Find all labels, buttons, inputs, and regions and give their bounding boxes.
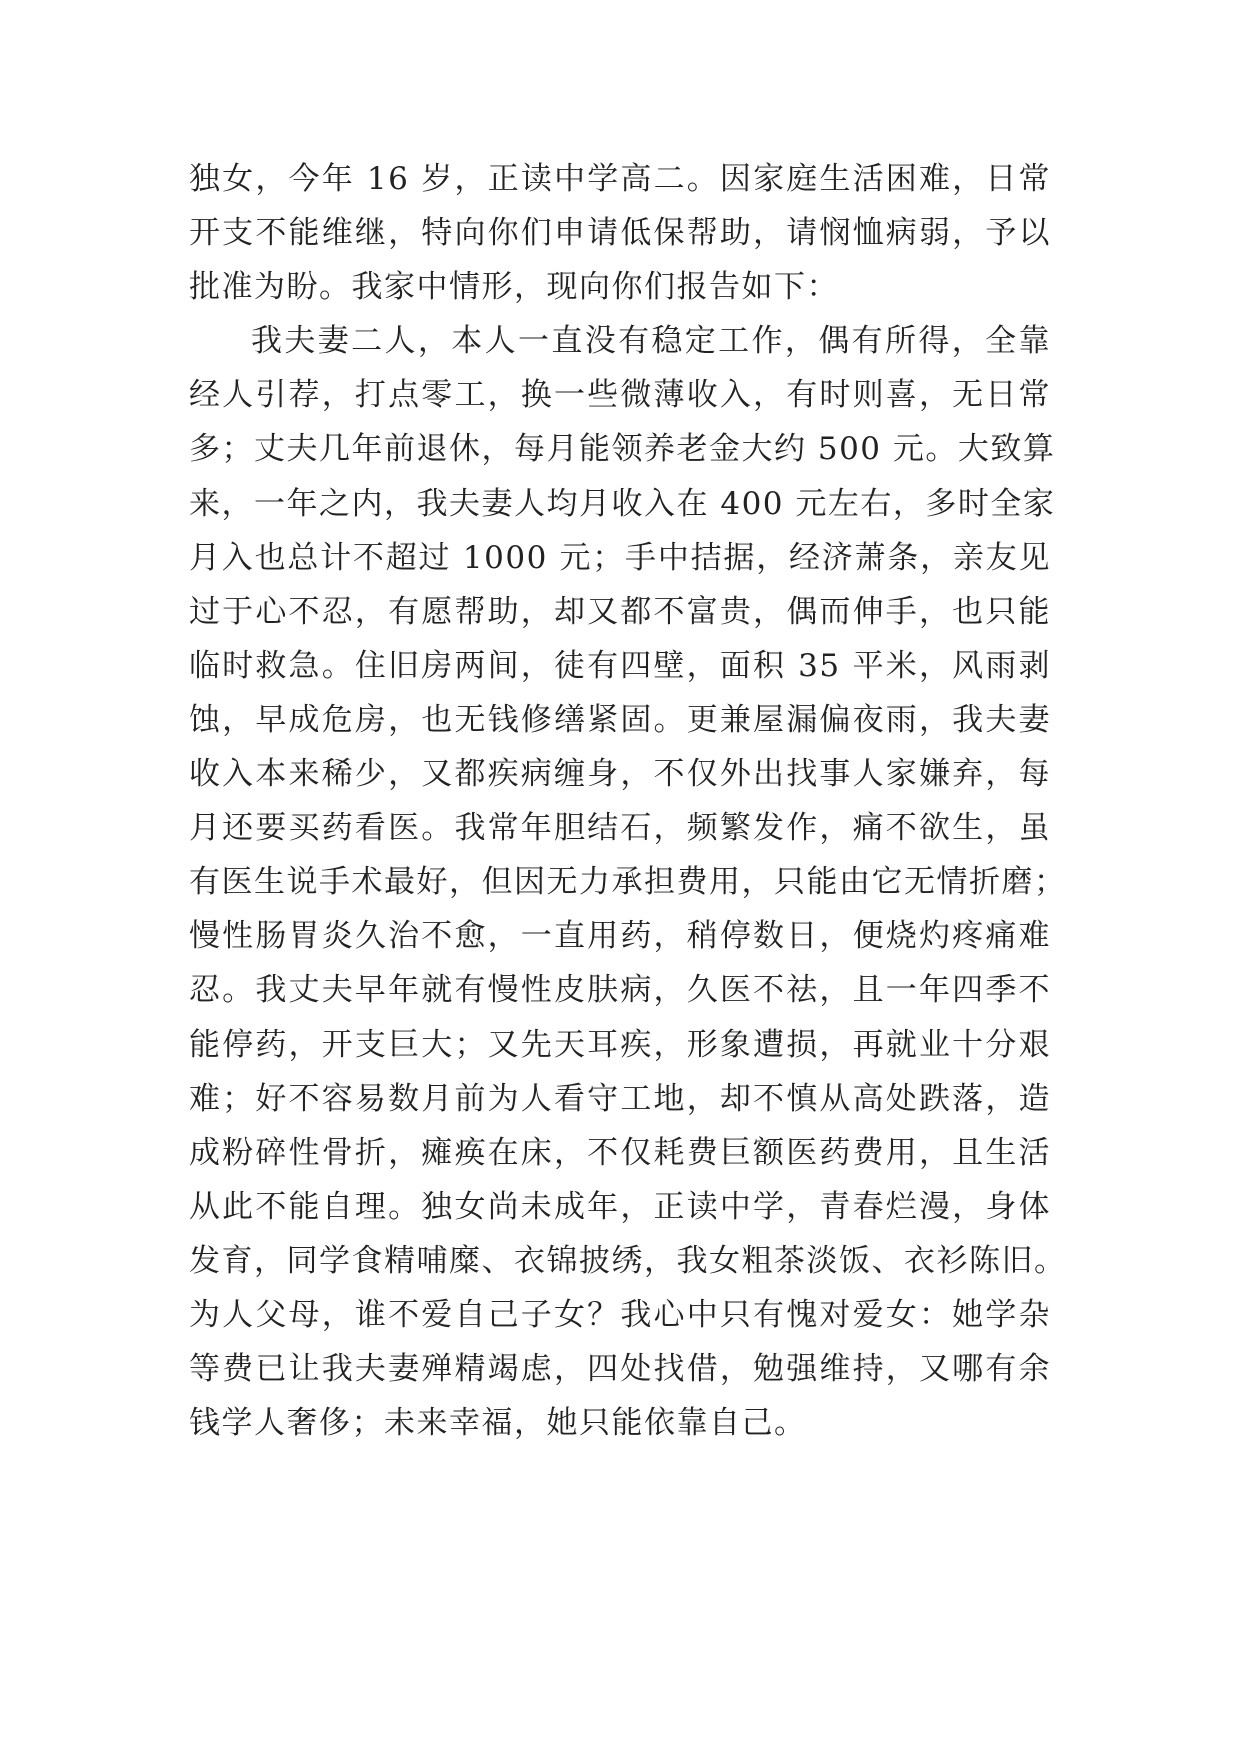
text-line: 月还要买药看医。我常年胆结石，频繁发作，痛不欲生，虽 xyxy=(189,810,1051,847)
document-body xyxy=(189,152,1067,1450)
text-line: 月入也总计不超过 1000 元；手中拮据，经济萧条，亲友见 xyxy=(189,539,1051,576)
text-line: 为人父母，谁不爱自己子女？我心中只有愧对爱女：她学杂 xyxy=(189,1296,1051,1333)
text-line: 发育，同学食精哺糜、衣锦披绣，我女粗茶淡饭、衣衫陈旧。 xyxy=(189,1242,1067,1279)
text-line: 难；好不容易数月前为人看守工地，却不慎从高处跌落，造 xyxy=(189,1080,1051,1117)
text-line: 多；丈夫几年前退休，每月能领养老金大约 500 元。大致算 xyxy=(189,431,1056,468)
text-line: 经人引荐，打点零工，换一些微薄收入，有时则喜，无日常 xyxy=(189,377,1051,414)
text-line: 钱学人奢侈；未来幸福，她只能依靠自己。 xyxy=(189,1405,807,1442)
text-line: 从此不能自理。独女尚未成年，正读中学，青春烂漫，身体 xyxy=(189,1188,1051,1225)
paragraph-2 xyxy=(189,314,1067,1450)
text-line: 成粉碎性骨折，瘫痪在床，不仅耗费巨额医药费用，且生活 xyxy=(189,1134,1051,1171)
text-line: 慢性肠胃炎久治不愈，一直用药，稍停数日，便烧灼疼痛难 xyxy=(189,918,1051,955)
text-line: 收入本来稀少，又都疾病缠身，不仅外出找事人家嫌弃，每 xyxy=(189,756,1051,793)
text-line: 蚀，早成危房，也无钱修缮紧固。更兼屋漏偏夜雨，我夫妻 xyxy=(189,701,1051,738)
text-line: 临时救急。住旧房两间，徒有四壁，面积 35 平米，风雨剥 xyxy=(189,647,1051,684)
text-line: 过于心不忍，有愿帮助，却又都不富贵，偶而伸手，也只能 xyxy=(189,593,1051,630)
text-line: 独女，今年 16 岁，正读中学高二。因家庭生活困难，日常 xyxy=(189,161,1051,197)
text-line: 能停药，开支巨大；又先天耳疾，形象遭损，再就业十分艰 xyxy=(189,1026,1051,1063)
text-line: 等费已让我夫妻殚精竭虑，四处找借，勉强维持，又哪有余 xyxy=(189,1351,1051,1388)
text-line: 来，一年之内，我夫妻人均月收入在 400 元左右，多时全家 xyxy=(189,485,1056,522)
text-line: 开支不能维继，特向你们申请低保帮助，请悯恤病弱，予以 xyxy=(189,215,1051,252)
text-line: 我夫妻二人，本人一直没有稳定工作，偶有所得，全靠 xyxy=(251,323,1051,360)
text-line: 批准为盼。我家中情形，现向你们报告如下： xyxy=(189,269,839,306)
text-line: 忍。我丈夫早年就有慢性皮肤病，久医不祛，且一年四季不 xyxy=(189,972,1051,1009)
text-line: 有医生说手术最好，但因无力承担费用，只能由它无情折磨； xyxy=(189,864,1067,901)
paragraph-1 xyxy=(189,152,1051,314)
